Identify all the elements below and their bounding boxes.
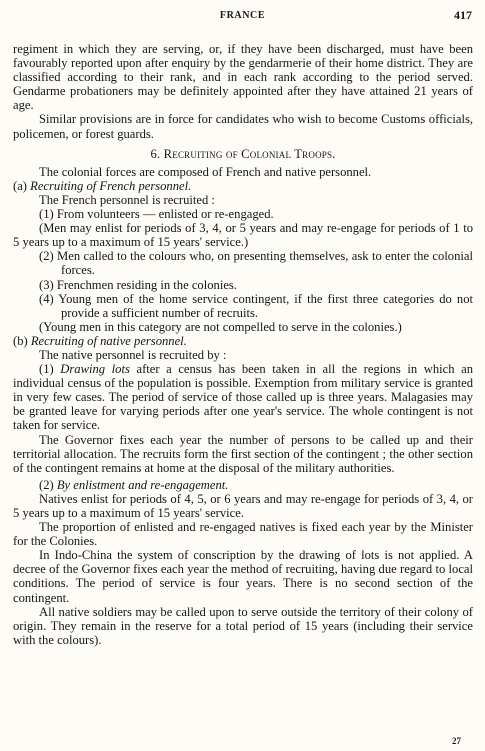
governor-allocation-paragraph: The Governor fixes each year the number of persons to be called up and their territorial allocation. The recruits form the first section of the contingent ; the other section of the contingent remains at home at the disposal of the military authorities. [13, 432, 473, 475]
section-heading: 6. Recruiting of Colonial Troops. [150, 146, 336, 161]
enlistment-term: By enlistment and re-engagement. [56, 477, 229, 492]
subsection-heading-b [13, 334, 473, 348]
french-item-3: (3) Frenchmen residing in the colonies. [39, 277, 237, 292]
page-body [13, 42, 473, 647]
subsection-label-b: (b) [13, 333, 28, 348]
enlistment-label: (2) [39, 477, 54, 492]
subsection-label-a: (a) [13, 178, 27, 193]
drawing-lots-text: after a census has been taken in all the regions in which an individual census of the population is possible. Exemption from military service is granted in very few cases. The period of service of those called up is three years. Malagasies may be granted leave for varying periods after one year's service. The whole contingent is not taken for service. [13, 362, 473, 433]
french-item-4-note: (Young men in this category are not compelled to serve in the colonies.) [39, 319, 402, 334]
paragraph-gendarmerie: regiment in which they are serving, or, if they have been discharged, must have been favourably reported upon after enquiry by the gendarmerie of their home district. They are classified according to their rank, and in each rank according to the period served. Gendarme probationers may be definitely appointed after they have attained 21 years of age. [13, 42, 473, 113]
native-service-paragraph: All native soldiers may be called upon to serve outside the territory of their colony of origin. They remain in the reserve for a total period of 15 years (including their service with the colours). [13, 604, 473, 647]
enlistment-proportion-paragraph: The proportion of enlisted and re-engaged natives is fixed each year by the Minister for the Colonies. [13, 520, 473, 549]
french-item-1: (1) From volunteers — enlisted or re-engaged. [39, 207, 274, 222]
section-intro: The colonial forces are composed of French and native personnel. [39, 164, 372, 179]
drawing-lots-label: (1) [39, 362, 54, 377]
french-intro: The French personnel is recruited : [39, 192, 215, 207]
drawing-lots-term: Drawing lots [60, 362, 130, 377]
paragraph-customs: Similar provisions are in force for candidates who wish to become Customs officials, policemen, or forest guards. [13, 112, 473, 141]
enlistment-heading [13, 478, 473, 492]
subsection-title-b: Recruiting of native personnel. [30, 333, 187, 348]
french-item-4: (4) Young men of the home service contingent, if the first three categories do not provide a sufficient number of recruits. [39, 291, 473, 320]
drawing-lots-paragraph [13, 362, 473, 432]
page-number: 417 [454, 8, 472, 22]
signature-number: 27 [452, 736, 461, 746]
running-header-title: FRANCE [219, 10, 266, 21]
subsection-heading-a [13, 179, 473, 193]
enlistment-periods-paragraph: Natives enlist for periods of 4, 5, or 6 years and may re-engage for periods of 3, 4, or 5 years up to a maximum of 15 years' service. [13, 491, 473, 520]
indochina-paragraph: In Indo-China the system of conscription by the drawing of lots is not applied. A decree of the Governor fixes each year the method of recruiting, having due regard to local conditions. The period of service is four years. There is no second section of the contingent. [13, 548, 473, 605]
subsection-title-a: Recruiting of French personnel. [30, 178, 192, 193]
french-item-2: (2) Men called to the colours who, on presenting themselves, ask to enter the colonial forces. [39, 249, 473, 278]
native-intro: The native personnel is recruited by : [39, 347, 227, 362]
french-item-1-note: (Men may enlist for periods of 3, 4, or 5 years and may re-engage for periods of 1 to 5 years up to a maximum of 15 years' service.) [13, 221, 473, 250]
